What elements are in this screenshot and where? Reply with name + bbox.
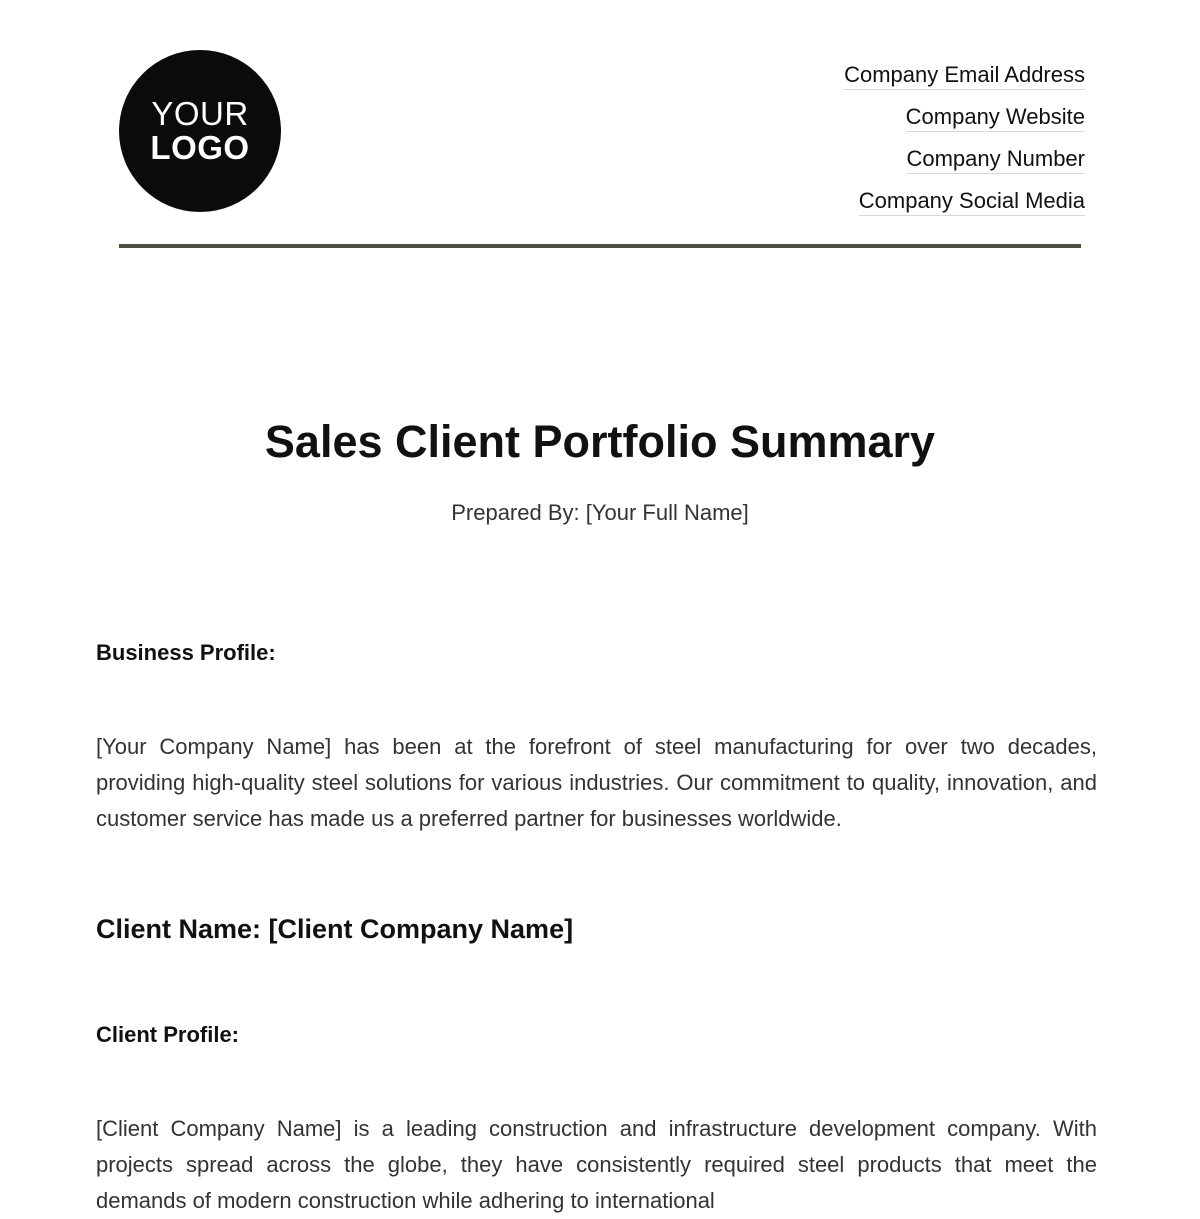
contact-social-media[interactable] [844, 180, 1085, 222]
logo-line-2: LOGO [150, 129, 250, 166]
contact-email-text: Company Email Address [844, 62, 1085, 90]
business-profile-text: [Your Company Name] has been at the forefront of steel manufacturing for over two decades, providing high-quality steel solutions for various industries. Our commitment to quality, innovation, and customer service has made us a preferred partner for businesses worldwide. [96, 734, 1097, 831]
client-profile-text: [Client Company Name] is a leading construction and infrastructure development company. With projects spread across the globe, they have consistently required steel products that meet the demands of modern construction while adhering to international [96, 1116, 1097, 1213]
document-title: Sales Client Portfolio Summary [264, 416, 936, 467]
prepared-by: Prepared By: [Your Full Name] [451, 500, 749, 525]
business-profile-heading: Business Profile: [96, 640, 276, 665]
company-logo [119, 50, 281, 212]
contact-number-text: Company Number [906, 146, 1085, 174]
contact-website-text: Company Website [906, 104, 1085, 132]
client-name-heading: Client Name: [Client Company Name] [96, 914, 574, 944]
client-profile-heading: Client Profile: [96, 1022, 240, 1047]
contact-number[interactable] [844, 138, 1085, 180]
header-divider [119, 244, 1081, 248]
contact-email[interactable] [844, 54, 1085, 96]
contact-social-media-text: Company Social Media [859, 188, 1085, 216]
contact-website[interactable] [844, 96, 1085, 138]
contact-block [844, 54, 1085, 222]
logo-line-1: YOUR [151, 95, 249, 132]
